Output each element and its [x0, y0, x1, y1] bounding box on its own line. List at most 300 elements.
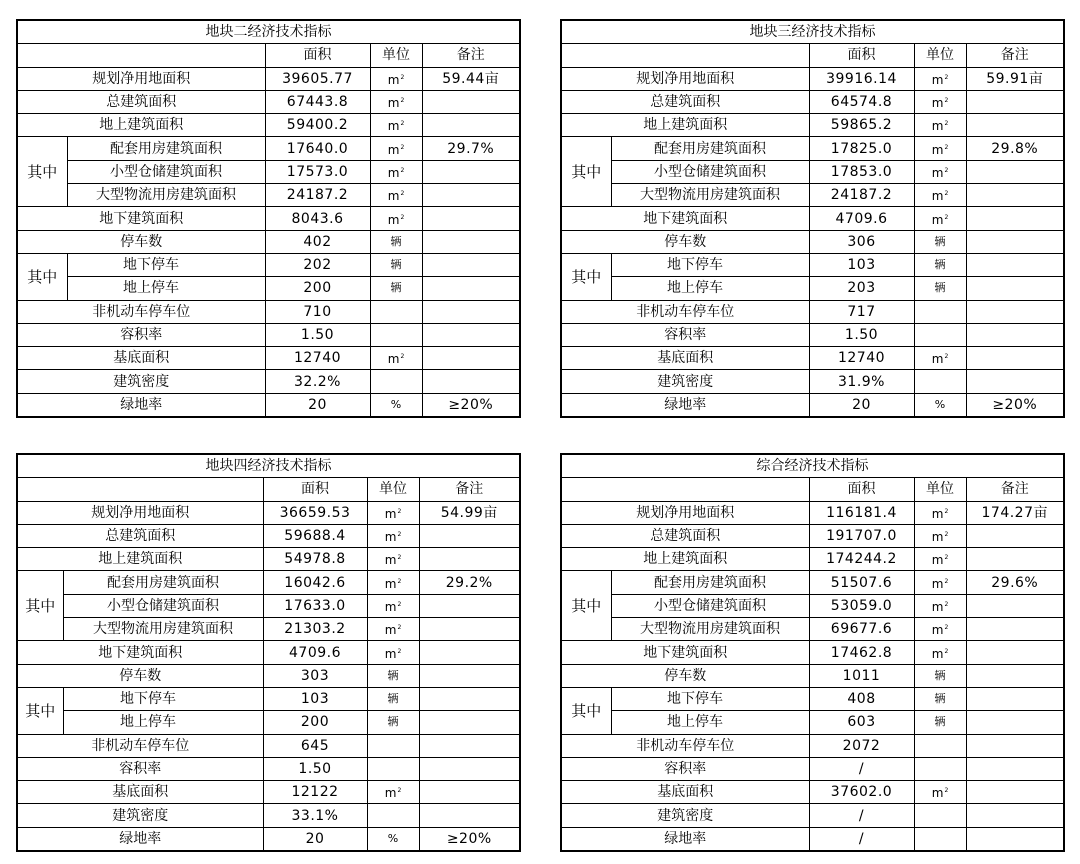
- row-note: [966, 160, 1064, 183]
- row-far: [17, 323, 520, 346]
- row-label: 大型物流用房建筑面积: [611, 618, 809, 641]
- row-unit: [367, 501, 419, 524]
- unit-m: m: [384, 646, 397, 661]
- row-far: [561, 323, 1064, 346]
- row-note: [422, 300, 520, 323]
- table-block-summary: [560, 453, 1065, 852]
- row-note: [422, 184, 520, 207]
- row-total-floor: [17, 524, 520, 547]
- row-label: 停车数: [561, 230, 809, 253]
- header-row: [17, 44, 520, 67]
- unit-m: m: [387, 212, 400, 227]
- unit-superscript: 2: [397, 577, 402, 585]
- row-value: 36659.53: [263, 501, 367, 524]
- row-label: 规划净用地面积: [17, 67, 265, 90]
- row-label: 绿地率: [561, 393, 809, 417]
- row-value: 17853.0: [809, 160, 914, 183]
- row-label: 地上停车: [611, 711, 809, 734]
- row-density: [561, 804, 1064, 827]
- unit-superscript: 2: [944, 73, 949, 81]
- unit-superscript: 2: [944, 600, 949, 608]
- row-note: [966, 618, 1064, 641]
- row-label: 地上建筑面积: [17, 548, 263, 571]
- row-unit: [914, 160, 966, 183]
- row-unit: %: [367, 827, 419, 851]
- row-label: 小型仓储建筑面积: [67, 160, 265, 183]
- row-note: [419, 734, 520, 757]
- row-note: [419, 641, 520, 664]
- row-label: 配套用房建筑面积: [611, 571, 809, 594]
- row-footprint: [561, 347, 1064, 370]
- row-unit: 辆: [370, 230, 422, 253]
- row-value: 21303.2: [263, 618, 367, 641]
- row-label: 地下停车: [63, 687, 263, 710]
- row-unit: [370, 184, 422, 207]
- unit-superscript: 2: [944, 353, 949, 361]
- row-value: 1.50: [265, 323, 370, 346]
- table-title: 地块四经济技术指标: [17, 454, 520, 478]
- row-value: 103: [263, 687, 367, 710]
- row-unit: [370, 347, 422, 370]
- row-value: 59688.4: [263, 524, 367, 547]
- row-note: [966, 207, 1064, 230]
- row-value: 4709.6: [263, 641, 367, 664]
- unit-superscript: 2: [397, 600, 402, 608]
- row-note: [966, 641, 1064, 664]
- row-unit: [914, 641, 966, 664]
- row-note: [966, 90, 1064, 113]
- row-supporting: [561, 137, 1064, 160]
- row-label: 小型仓储建筑面积: [611, 594, 809, 617]
- unit-m: m: [931, 119, 944, 134]
- row-above-floor: [561, 114, 1064, 137]
- row-value: 64574.8: [809, 90, 914, 113]
- title-row: [17, 454, 520, 478]
- row-parking-above: [561, 711, 1064, 734]
- row-label: 地下停车: [67, 253, 265, 276]
- unit-superscript: 2: [944, 143, 949, 151]
- row-note: [966, 804, 1064, 827]
- header-blank: [17, 44, 265, 67]
- row-label: 小型仓储建筑面积: [63, 594, 263, 617]
- row-label: 地上停车: [611, 277, 809, 300]
- header-row: [561, 44, 1064, 67]
- row-value: 17825.0: [809, 137, 914, 160]
- group-label-parking: 其中: [17, 687, 63, 734]
- row-value: 191707.0: [809, 524, 914, 547]
- table-title: 综合经济技术指标: [561, 454, 1064, 478]
- row-supporting: [561, 571, 1064, 594]
- row-logistics: [561, 618, 1064, 641]
- unit-m: m: [384, 506, 397, 521]
- row-unit: %: [370, 393, 422, 417]
- indicator-table: [16, 453, 521, 852]
- row-unit: 辆: [914, 230, 966, 253]
- unit-m: m: [931, 530, 944, 545]
- row-unit: [914, 323, 966, 346]
- row-planned-land: [17, 67, 520, 90]
- group-label-floor: 其中: [17, 137, 67, 207]
- row-parking-above: [561, 277, 1064, 300]
- row-value: 69677.6: [809, 618, 914, 641]
- row-unit: 辆: [370, 277, 422, 300]
- row-label: 绿地率: [17, 393, 265, 417]
- row-label: 非机动车停车位: [561, 300, 809, 323]
- unit-superscript: 2: [400, 97, 405, 105]
- row-unit: 辆: [367, 687, 419, 710]
- row-note: [966, 253, 1064, 276]
- row-unit: 辆: [914, 277, 966, 300]
- row-unit: [914, 757, 966, 780]
- row-parking-under: [17, 253, 520, 276]
- row-under-floor: [17, 207, 520, 230]
- row-green: [17, 393, 520, 417]
- row-unit: [914, 501, 966, 524]
- row-value: 53059.0: [809, 594, 914, 617]
- row-unit: [367, 641, 419, 664]
- row-small-storage: [17, 594, 520, 617]
- row-note: [419, 548, 520, 571]
- unit-superscript: 2: [944, 647, 949, 655]
- row-value: 303: [263, 664, 367, 687]
- row-note: [422, 370, 520, 393]
- unit-superscript: 2: [400, 143, 405, 151]
- unit-m: m: [387, 72, 400, 87]
- row-value: 306: [809, 230, 914, 253]
- header-note: 备注: [966, 478, 1064, 501]
- row-note: [422, 90, 520, 113]
- row-density: [17, 804, 520, 827]
- row-label: 总建筑面积: [561, 524, 809, 547]
- row-note: [966, 827, 1064, 851]
- row-label: 基底面积: [17, 347, 265, 370]
- unit-superscript: 2: [944, 213, 949, 221]
- unit-superscript: 2: [944, 507, 949, 515]
- row-value: 54978.8: [263, 548, 367, 571]
- row-value: 12122: [263, 781, 367, 804]
- row-unit: [914, 734, 966, 757]
- row-value: 24187.2: [809, 184, 914, 207]
- row-label: 建筑密度: [561, 370, 809, 393]
- row-unit: 辆: [367, 664, 419, 687]
- unit-superscript: 2: [397, 531, 402, 539]
- row-small-storage: [17, 160, 520, 183]
- row-note: 59.44亩: [422, 67, 520, 90]
- row-under-floor: [561, 641, 1064, 664]
- group-label-floor: 其中: [561, 571, 611, 641]
- unit-m: m: [931, 646, 944, 661]
- row-logistics: [17, 618, 520, 641]
- row-unit: 辆: [367, 711, 419, 734]
- row-value: 8043.6: [265, 207, 370, 230]
- row-label: 建筑密度: [561, 804, 809, 827]
- row-planned-land: [561, 67, 1064, 90]
- row-unit: [367, 548, 419, 571]
- row-unit: 辆: [914, 664, 966, 687]
- row-value: 1011: [809, 664, 914, 687]
- row-unit: %: [914, 393, 966, 417]
- row-note: [422, 323, 520, 346]
- unit-superscript: 2: [397, 507, 402, 515]
- row-above-floor: [17, 548, 520, 571]
- header-area: 面积: [263, 478, 367, 501]
- row-value: 12740: [809, 347, 914, 370]
- unit-m: m: [387, 96, 400, 111]
- row-label: 非机动车停车位: [17, 300, 265, 323]
- header-unit: 单位: [914, 478, 966, 501]
- unit-superscript: 2: [397, 624, 402, 632]
- unit-superscript: 2: [400, 120, 405, 128]
- title-row: [17, 20, 520, 44]
- row-label: 非机动车停车位: [561, 734, 809, 757]
- row-value: 39916.14: [809, 67, 914, 90]
- row-value: 408: [809, 687, 914, 710]
- table-block-plot-4: [16, 453, 521, 852]
- row-label: 地下建筑面积: [561, 207, 809, 230]
- row-label: 规划净用地面积: [561, 67, 809, 90]
- row-note: [419, 711, 520, 734]
- indicator-table: [16, 19, 521, 418]
- unit-superscript: 2: [400, 73, 405, 81]
- unit-superscript: 2: [397, 647, 402, 655]
- row-value: 4709.6: [809, 207, 914, 230]
- row-label: 大型物流用房建筑面积: [63, 618, 263, 641]
- row-note: ≥20%: [966, 393, 1064, 417]
- row-note: [422, 253, 520, 276]
- row-label: 小型仓储建筑面积: [611, 160, 809, 183]
- row-unit: [367, 618, 419, 641]
- group-label-floor: 其中: [17, 571, 63, 641]
- row-far: [17, 757, 520, 780]
- row-note: [422, 114, 520, 137]
- row-unit: [370, 160, 422, 183]
- row-label: 建筑密度: [17, 804, 263, 827]
- unit-m: m: [931, 352, 944, 367]
- unit-m: m: [387, 189, 400, 204]
- row-label: 绿地率: [17, 827, 263, 851]
- row-unit: [370, 207, 422, 230]
- header-unit: 单位: [370, 44, 422, 67]
- row-logistics: [561, 184, 1064, 207]
- table-block-plot-3: [560, 19, 1065, 418]
- unit-m: m: [384, 599, 397, 614]
- row-note: 29.2%: [419, 571, 520, 594]
- row-note: [419, 757, 520, 780]
- row-unit: [914, 67, 966, 90]
- row-value: 59865.2: [809, 114, 914, 137]
- row-value: 1.50: [809, 323, 914, 346]
- row-label: 总建筑面积: [17, 90, 265, 113]
- row-note: [966, 347, 1064, 370]
- row-parking-under: [561, 253, 1064, 276]
- row-note: [966, 548, 1064, 571]
- header-area: 面积: [809, 44, 914, 67]
- row-value: 645: [263, 734, 367, 757]
- row-note: [966, 687, 1064, 710]
- row-label: 地下建筑面积: [17, 207, 265, 230]
- row-parking: [561, 664, 1064, 687]
- row-label: 大型物流用房建筑面积: [67, 184, 265, 207]
- table-block-plot-2: [16, 19, 521, 418]
- row-unit: [367, 781, 419, 804]
- row-value: 12740: [265, 347, 370, 370]
- row-label: 地下建筑面积: [17, 641, 263, 664]
- row-value: /: [809, 757, 914, 780]
- unit-m: m: [931, 212, 944, 227]
- row-unit: [914, 300, 966, 323]
- row-bike-parking: [17, 300, 520, 323]
- row-value: 174244.2: [809, 548, 914, 571]
- row-unit: 辆: [370, 253, 422, 276]
- row-unit: [370, 90, 422, 113]
- row-value: 200: [265, 277, 370, 300]
- row-value: 31.9%: [809, 370, 914, 393]
- row-label: 总建筑面积: [17, 524, 263, 547]
- unit-superscript: 2: [944, 190, 949, 198]
- row-note: [419, 687, 520, 710]
- row-label: 绿地率: [561, 827, 809, 851]
- row-value: 402: [265, 230, 370, 253]
- unit-superscript: 2: [400, 353, 405, 361]
- row-unit: [370, 370, 422, 393]
- row-unit: [914, 184, 966, 207]
- row-label: 总建筑面积: [561, 90, 809, 113]
- row-label: 配套用房建筑面积: [611, 137, 809, 160]
- row-unit: [370, 114, 422, 137]
- row-note: ≥20%: [419, 827, 520, 851]
- unit-superscript: 2: [400, 166, 405, 174]
- row-label: 地上建筑面积: [561, 114, 809, 137]
- unit-superscript: 2: [944, 624, 949, 632]
- unit-superscript: 2: [397, 554, 402, 562]
- title-row: [561, 20, 1064, 44]
- row-note: [966, 711, 1064, 734]
- header-blank: [561, 44, 809, 67]
- unit-m: m: [931, 142, 944, 157]
- row-value: 20: [809, 393, 914, 417]
- row-note: [422, 207, 520, 230]
- row-note: [966, 734, 1064, 757]
- row-value: 51507.6: [809, 571, 914, 594]
- row-note: [966, 781, 1064, 804]
- unit-m: m: [931, 786, 944, 801]
- row-note: [419, 781, 520, 804]
- row-value: 17640.0: [265, 137, 370, 160]
- group-label-floor: 其中: [561, 137, 611, 207]
- row-note: [422, 347, 520, 370]
- row-unit: [367, 734, 419, 757]
- unit-m: m: [931, 623, 944, 638]
- row-density: [17, 370, 520, 393]
- row-parking-above: [17, 277, 520, 300]
- row-label: 容积率: [17, 323, 265, 346]
- row-note: [966, 664, 1064, 687]
- unit-m: m: [387, 352, 400, 367]
- row-label: 地下建筑面积: [561, 641, 809, 664]
- header-note: 备注: [419, 478, 520, 501]
- header-area: 面积: [265, 44, 370, 67]
- row-label: 基底面积: [17, 781, 263, 804]
- unit-superscript: 2: [944, 531, 949, 539]
- row-footprint: [17, 347, 520, 370]
- row-parking: [17, 230, 520, 253]
- header-blank: [17, 478, 263, 501]
- row-value: 103: [809, 253, 914, 276]
- row-small-storage: [561, 594, 1064, 617]
- row-note: [966, 114, 1064, 137]
- row-note: [419, 664, 520, 687]
- row-note: [966, 277, 1064, 300]
- row-note: [966, 300, 1064, 323]
- unit-m: m: [384, 576, 397, 591]
- row-note: [966, 524, 1064, 547]
- row-label: 配套用房建筑面积: [67, 137, 265, 160]
- group-label-parking: 其中: [561, 687, 611, 734]
- unit-m: m: [931, 599, 944, 614]
- row-note: [966, 323, 1064, 346]
- unit-m: m: [384, 553, 397, 568]
- row-value: 1.50: [263, 757, 367, 780]
- row-unit: [367, 757, 419, 780]
- row-unit: [914, 114, 966, 137]
- row-label: 地上停车: [67, 277, 265, 300]
- row-note: 54.99亩: [419, 501, 520, 524]
- row-above-floor: [561, 548, 1064, 571]
- row-total-floor: [561, 90, 1064, 113]
- row-label: 容积率: [561, 323, 809, 346]
- row-supporting: [17, 571, 520, 594]
- row-label: 规划净用地面积: [17, 501, 263, 524]
- row-unit: [914, 90, 966, 113]
- row-far: [561, 757, 1064, 780]
- row-note: [966, 594, 1064, 617]
- row-value: /: [809, 827, 914, 851]
- unit-m: m: [387, 142, 400, 157]
- unit-m: m: [387, 119, 400, 134]
- row-bike-parking: [561, 734, 1064, 757]
- row-value: 17633.0: [263, 594, 367, 617]
- row-unit: [367, 594, 419, 617]
- row-note: 174.27亩: [966, 501, 1064, 524]
- unit-m: m: [931, 96, 944, 111]
- row-note: 59.91亩: [966, 67, 1064, 90]
- row-unit: [914, 207, 966, 230]
- header-blank: [561, 478, 809, 501]
- row-parking: [17, 664, 520, 687]
- row-value: 67443.8: [265, 90, 370, 113]
- table-title: 地块三经济技术指标: [561, 20, 1064, 44]
- row-label: 停车数: [17, 230, 265, 253]
- row-value: 24187.2: [265, 184, 370, 207]
- unit-m: m: [387, 165, 400, 180]
- header-area: 面积: [809, 478, 914, 501]
- row-label: 非机动车停车位: [17, 734, 263, 757]
- row-note: [422, 277, 520, 300]
- row-note: [422, 230, 520, 253]
- unit-m: m: [931, 189, 944, 204]
- unit-superscript: 2: [400, 213, 405, 221]
- header-row: [561, 478, 1064, 501]
- row-planned-land: [17, 501, 520, 524]
- unit-superscript: 2: [944, 554, 949, 562]
- row-label: 地下停车: [611, 253, 809, 276]
- row-unit: 辆: [914, 253, 966, 276]
- unit-superscript: 2: [400, 190, 405, 198]
- unit-m: m: [931, 165, 944, 180]
- indicator-table: [560, 19, 1065, 418]
- row-value: 16042.6: [263, 571, 367, 594]
- row-unit: [370, 300, 422, 323]
